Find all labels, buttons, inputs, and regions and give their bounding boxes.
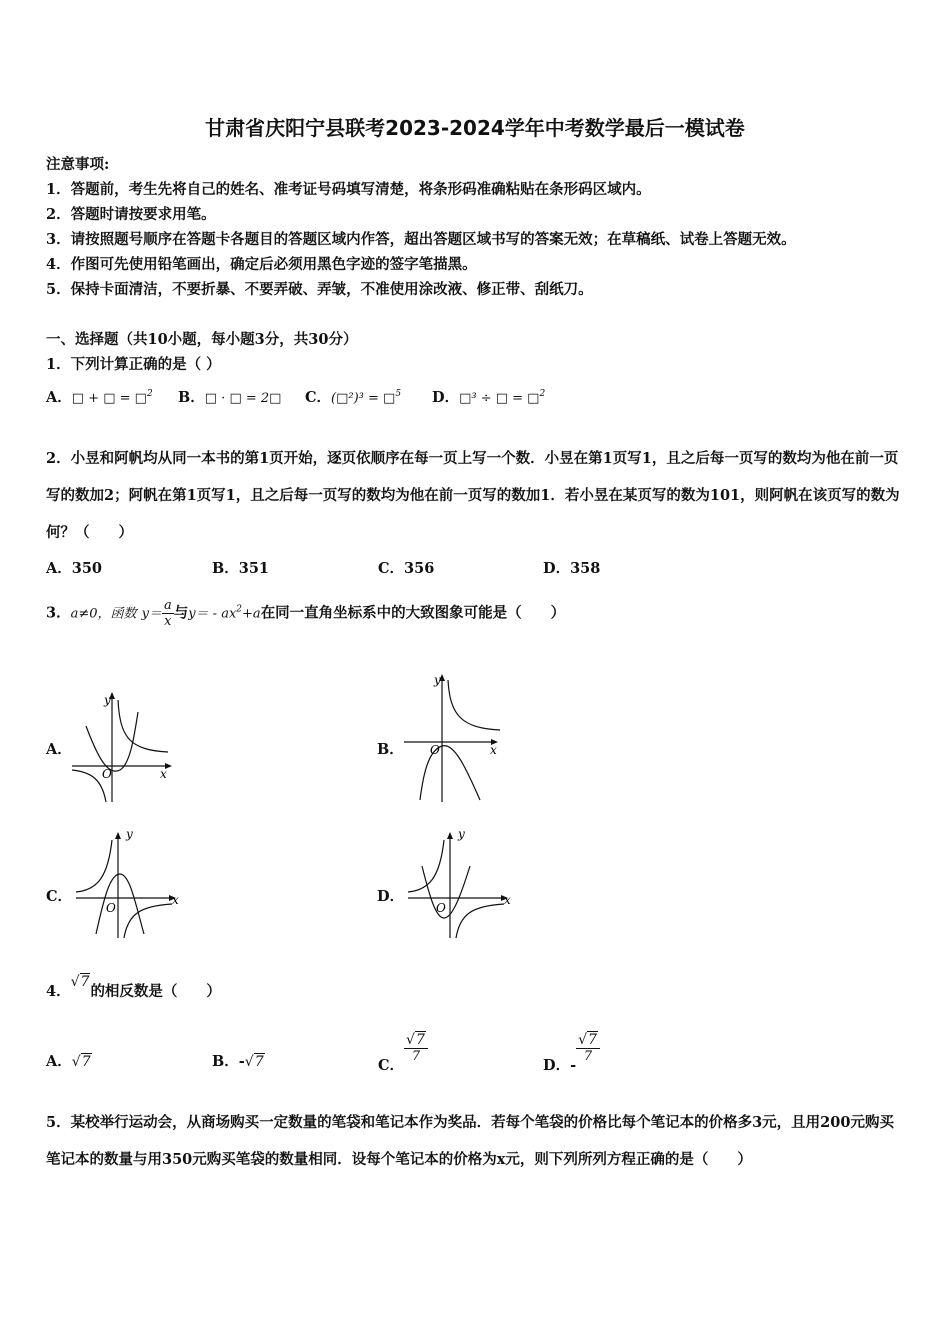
- question-4-stem: 4．√7的相反数是（ ）: [46, 974, 221, 1000]
- q2-option-a: A．350: [46, 560, 103, 577]
- q4-option-b: B．-√7: [212, 1053, 264, 1070]
- q4-option-a: A．√7: [46, 1053, 91, 1070]
- origin-label: O: [430, 743, 440, 757]
- notice-item: 3．请按照题号顺序在答题卡各题目的答题区域内作答，超出答题区域书写的答案无效；在草稿纸、试卷上答题无效。: [46, 231, 796, 248]
- q3-graph-b: [400, 668, 504, 806]
- origin-label: O: [436, 901, 446, 915]
- question-2-stem: 2．小昱和阿帆均从同一本书的第1页开始，逐页依顺序在每一页上写一个数．小昱在第1页写1，且之后每一页写的数均为他在前一页写的数加2；阿帆在第1页写1，且之后每一页写的数均为他在前一页写的数加1．若小昱在某页写的数为101，则阿帆在该页写的数为何？（ ）: [46, 450, 900, 541]
- q2-option-d: D．358: [543, 560, 601, 577]
- origin-label: O: [106, 901, 116, 915]
- notice-item: 2．答题时请按要求用笔。: [46, 206, 216, 223]
- page-title: 甘肃省庆阳宁县联考2023-2024学年中考数学最后一模试卷: [205, 116, 745, 140]
- q3-option-c-label: C．: [46, 888, 73, 905]
- q2-option-c: C．356: [378, 560, 435, 577]
- q3-option-b-label: B．: [377, 741, 404, 758]
- notice-item: 5．保持卡面清洁，不要折暴、不要弄破、弄皱，不准使用涂改液、修正带、刮纸刀。: [46, 281, 593, 298]
- notice-item: 1．答题前，考生先将自己的姓名、准考证号码填写清楚，将条形码准确粘贴在条形码区域内。: [46, 181, 651, 198]
- question-3-stem: 3．a≠0，函数 y＝ $\frac{a}{x}$ 与$y= - ax^2+a$在同一直角坐标系中的大致图象可能是（ ）: [46, 598, 566, 629]
- q3-option-d-label: D．: [377, 888, 405, 905]
- q4-option-c: C． $\frac{√7}{7}$: [378, 1032, 428, 1064]
- axis-y-label: y: [126, 827, 133, 841]
- q2-option-b: B．351: [212, 560, 270, 577]
- q1-option-d: D．□³ ÷ □ = □$^2$: [432, 389, 546, 406]
- axis-x-label: x: [160, 767, 167, 781]
- section-heading: 一、选择题（共10小题，每小题3分，共30分）: [46, 331, 358, 348]
- question-5-stem: 5．某校举行运动会，从商场购买一定数量的笔袋和笔记本作为奖品．若每个笔袋的价格比每个笔记本的价格多3元，且用200元购买笔记本的数量与用350元购买笔袋的数量相同．设每个笔记本的价格为x元，则下列所列方程正确的是（ ）: [46, 1114, 894, 1168]
- q1-option-a: A．□ + □ = □$^2$: [46, 389, 153, 406]
- q1-option-c: C．(□²)³ = □$^5$: [305, 389, 402, 406]
- notice-heading: 注意事项:: [46, 156, 110, 173]
- axis-x-label: x: [504, 893, 511, 907]
- q3-graph-c: [72, 826, 186, 942]
- axis-y-label: y: [104, 693, 111, 707]
- q1-option-b: B．□ · □ = 2□: [178, 389, 282, 406]
- q3-graph-d: [404, 826, 518, 942]
- q4-option-d: D．- $\frac{√7}{7}$: [543, 1032, 600, 1064]
- axis-x-label: x: [490, 743, 497, 757]
- q3-graph-a: [68, 688, 178, 806]
- axis-x-label: x: [172, 893, 179, 907]
- axis-y-label: y: [458, 827, 465, 841]
- question-1-stem: 1．下列计算正确的是（ ）: [46, 356, 221, 373]
- q3-option-a-label: A．: [46, 741, 72, 758]
- notice-item: 4．作图可先使用铅笔画出，确定后必须用黑色字迹的签字笔描黑。: [46, 256, 477, 273]
- origin-label: O: [102, 767, 112, 781]
- axis-y-label: y: [434, 673, 441, 687]
